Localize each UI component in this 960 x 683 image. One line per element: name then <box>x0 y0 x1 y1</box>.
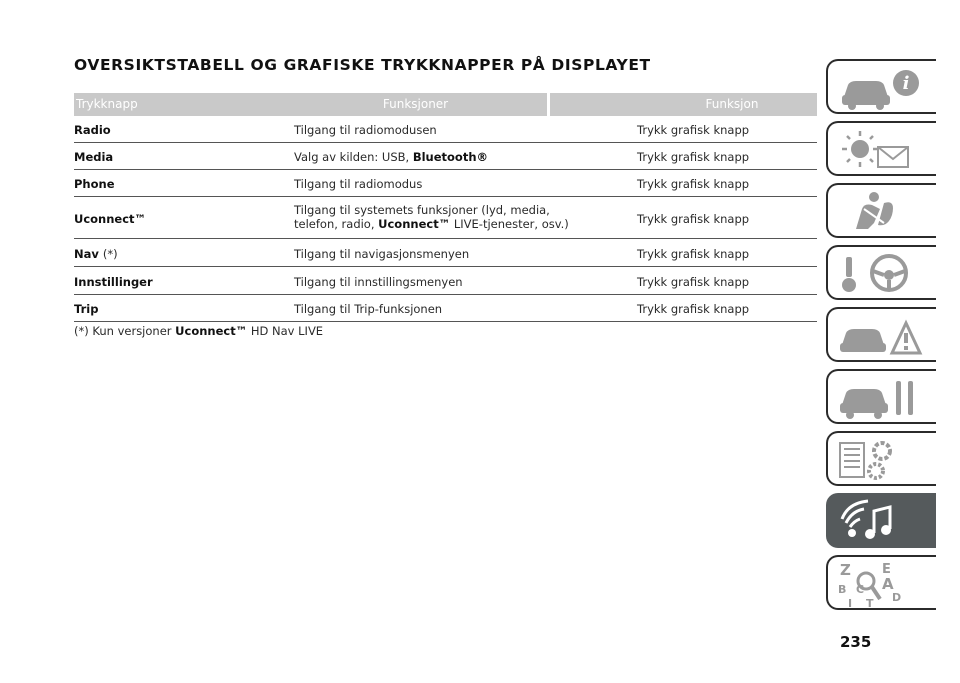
key-steering-icon <box>834 251 930 297</box>
tab-airbag-seat[interactable] <box>826 183 936 238</box>
svg-text:A: A <box>882 575 894 593</box>
row-type: Trykk grafisk knapp <box>637 247 750 261</box>
page-number: 235 <box>840 633 872 651</box>
tab-car-warning[interactable] <box>826 307 936 362</box>
row-function: Tilgang til radiomodus <box>294 177 423 191</box>
svg-text:I: I <box>848 597 853 607</box>
table-row <box>74 239 817 267</box>
tab-key-steering[interactable] <box>826 245 936 300</box>
svg-text:D: D <box>892 591 902 604</box>
table-row <box>74 267 817 295</box>
svg-text:B: B <box>838 583 847 596</box>
table-row <box>74 116 817 143</box>
row-type: Trykk grafisk knapp <box>637 212 750 226</box>
car-warning-icon <box>834 313 930 359</box>
table-row <box>74 170 817 197</box>
row-function: Valg av kilden: USB, Bluetooth® <box>294 150 489 164</box>
page-title: OVERSIKTSTABELL OG GRAFISKE TRYKKNAPPER PÅ DISPLAYET <box>74 56 651 74</box>
tab-car-wrench[interactable] <box>826 369 936 424</box>
svg-text:E: E <box>882 562 891 577</box>
car-info-icon <box>834 65 930 111</box>
svg-text:i: i <box>902 73 910 94</box>
row-key: Trip <box>74 302 99 316</box>
header-trykknapp: Trykknapp <box>74 93 284 116</box>
table-row <box>74 197 817 239</box>
header-funksjon: Funksjon <box>550 93 817 116</box>
row-key: Innstillinger <box>74 275 153 289</box>
row-function: Tilgang til innstillingsmenyen <box>294 275 463 289</box>
tab-car-info[interactable] <box>826 59 936 114</box>
table-row <box>74 143 817 170</box>
svg-text:T: T <box>866 597 874 607</box>
row-type: Trykk grafisk knapp <box>637 177 750 191</box>
row-function: Tilgang til systemets funksjoner (lyd, media, telefon, radio, Uconnect™ LIVE-tjenester, osv.) <box>294 203 569 231</box>
row-function: Tilgang til radiomodusen <box>294 123 437 137</box>
row-function: Tilgang til navigasjonsmenyen <box>294 247 470 261</box>
lights-message-icon <box>834 127 930 173</box>
row-type: Trykk grafisk knapp <box>637 302 750 316</box>
alphabet-index-icon <box>834 561 930 607</box>
table-body <box>74 116 817 322</box>
table-row <box>74 295 817 322</box>
row-type: Trykk grafisk knapp <box>637 123 750 137</box>
footnote: (*) Kun versjoner Uconnect™ HD Nav LIVE <box>74 324 324 338</box>
row-key: Nav (*) <box>74 247 118 261</box>
tab-signal-music[interactable] <box>826 493 936 548</box>
header-funksjoner: Funksjoner <box>284 93 547 116</box>
tab-lights-message[interactable] <box>826 121 936 176</box>
airbag-seat-icon <box>834 189 930 235</box>
car-wrench-icon <box>834 375 930 421</box>
svg-text:C: C <box>856 583 865 596</box>
signal-music-icon <box>834 499 930 545</box>
row-key: Radio <box>74 123 111 137</box>
row-function: Tilgang til Trip-funksjonen <box>294 302 443 316</box>
row-key: Uconnect™ <box>74 212 147 226</box>
row-key: Phone <box>74 177 115 191</box>
list-gear-icon <box>834 437 930 483</box>
row-type: Trykk grafisk knapp <box>637 150 750 164</box>
tab-alphabet-index[interactable] <box>826 555 936 610</box>
svg-text:Z: Z <box>840 561 851 579</box>
row-type: Trykk grafisk knapp <box>637 275 750 289</box>
tab-list-gear[interactable] <box>826 431 936 486</box>
row-key: Media <box>74 150 114 164</box>
